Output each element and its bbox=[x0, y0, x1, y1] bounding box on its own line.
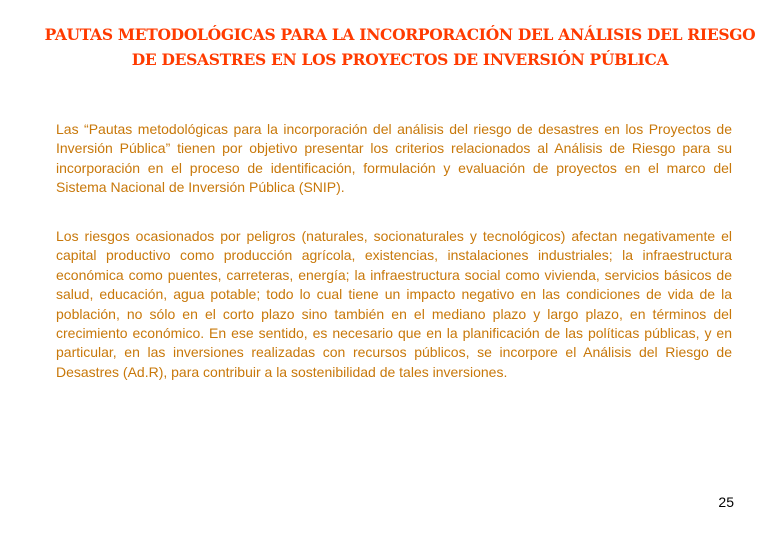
page-title bbox=[40, 22, 760, 72]
page-title-line-2: DE DESASTRES EN LOS PROYECTOS DE INVERSIÓN PÚBLICA bbox=[131, 50, 669, 69]
page-number: 25 bbox=[718, 494, 734, 510]
risk-paragraph: Los riesgos ocasionados por peligros (naturales, socionaturales y tecnológicos) afectan negativamente el capital productivo como producción agrícola, existencias, instalaciones industriales; la infraestructura económica como puentes, carreteras, energía; la infraestructura social como vivienda, servicios básicos de salud, educación, agua potable; todo lo cual tiene un impacto negativo en las condiciones de vida de la población, no sólo en el corto plazo sino también en el mediano plazo y largo plazo, en términos del crecimiento económico. En ese sentido, es necesario que en la planificación de las políticas públicas, y en particular, en las inversiones realizadas con recursos públicos, se incorpore el Análisis del Riesgo de Desastres (Ad.R), para contribuir a la sostenibilidad de tales inversiones. bbox=[56, 228, 732, 380]
intro-paragraph: Las “Pautas metodológicas para la incorporación del análisis del riesgo de desastres en los Proyectos de Inversión Pública” tienen por objetivo presentar los criterios relacionados al Análisis de Riesgo para su incorporación en el proceso de identificación, formulación y evaluación de proyectos en el marco del Sistema Nacional de Inversión Pública (SNIP). bbox=[56, 121, 732, 196]
page-title-line-1: PAUTAS METODOLÓGICAS PARA LA INCORPORACIÓN DEL ANÁLISIS DEL RIESGO bbox=[44, 25, 756, 44]
